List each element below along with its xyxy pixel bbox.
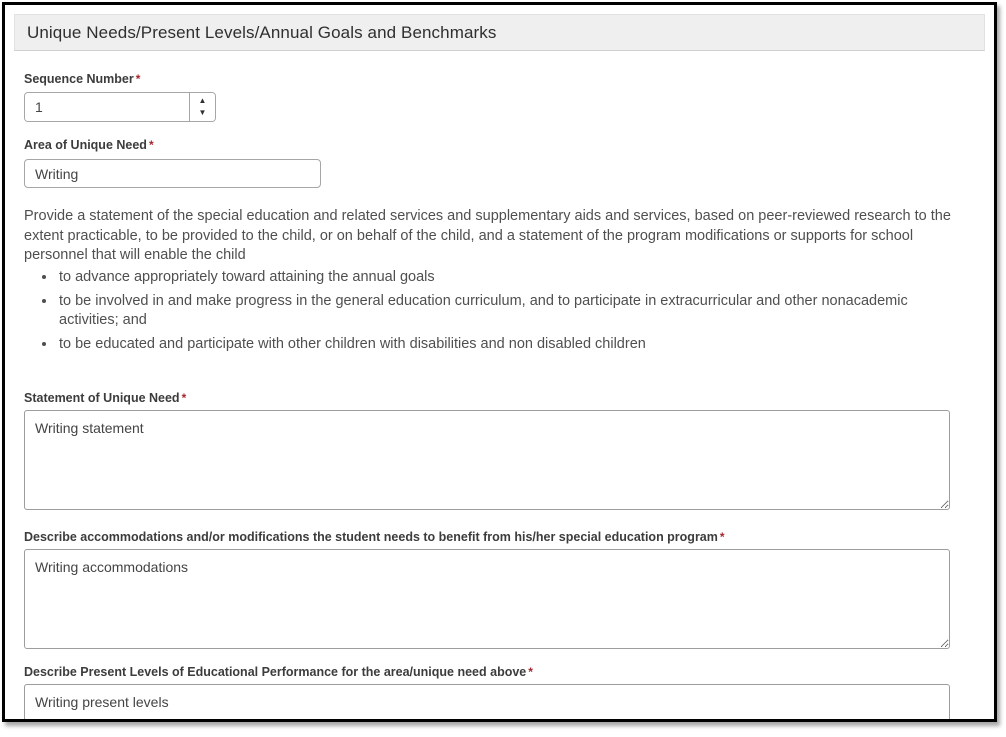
page-title: Unique Needs/Present Levels/Annual Goals and Benchmarks [27,22,497,42]
triangle-up-icon: ▲ [198,96,207,105]
form-panel [2,2,997,722]
instructions-list [24,268,929,354]
spinner-down-button[interactable] [190,107,215,121]
required-asterisk: * [181,390,187,405]
present-levels-label-text: Describe Present Levels of Educational Performance for the area/unique need above [24,664,527,679]
required-asterisk: * [528,664,533,679]
form-body [14,72,985,722]
instruction-bullet: • to be involved in and make progress in the general education curriculum, and to participate in extracurricular and other nonacademic activities; and [57,292,929,330]
required-asterisk: * [135,72,141,86]
sequence-number-spinner [189,93,215,121]
sequence-number-label-text: Sequence Number [24,72,134,86]
sequence-number-stepper [24,92,216,122]
statement-of-unique-need-label [24,391,975,405]
required-asterisk: * [148,138,154,152]
instruction-bullet: • to be educated and participate with other children with disabilities and non disabled children [57,335,929,354]
spinner-up-button[interactable] [190,93,215,107]
present-levels-label [24,665,975,679]
sequence-number-label [24,72,975,86]
instructions-intro: Provide a statement of the special education and related services and supplementary aids and services, based on peer-reviewed research to the extent practicable, to be provided to the child, or on behalf of the child, and a statement of the program modifications or supports for school personnel that will enable the child [24,208,951,263]
area-of-unique-need-input[interactable] [24,159,321,188]
present-levels-textarea[interactable] [24,684,950,723]
statement-of-unique-need-textarea[interactable] [24,410,950,510]
section-header [14,14,985,51]
instruction-bullet: • to advance appropriately toward attaining the annual goals [57,268,929,287]
statement-of-unique-need-label-text: Statement of Unique Need [24,390,180,405]
accommodations-label [24,530,975,544]
triangle-down-icon: ▼ [198,108,207,117]
area-of-unique-need-label-text: Area of Unique Need [24,138,147,152]
instructions-block [24,207,969,354]
accommodations-textarea[interactable] [24,549,950,649]
required-asterisk: * [719,529,725,544]
sequence-number-input[interactable] [25,93,189,121]
accommodations-label-text: Describe accommodations and/or modifications the student needs to benefit from his/her special education program [24,529,718,544]
area-of-unique-need-label [24,138,975,152]
